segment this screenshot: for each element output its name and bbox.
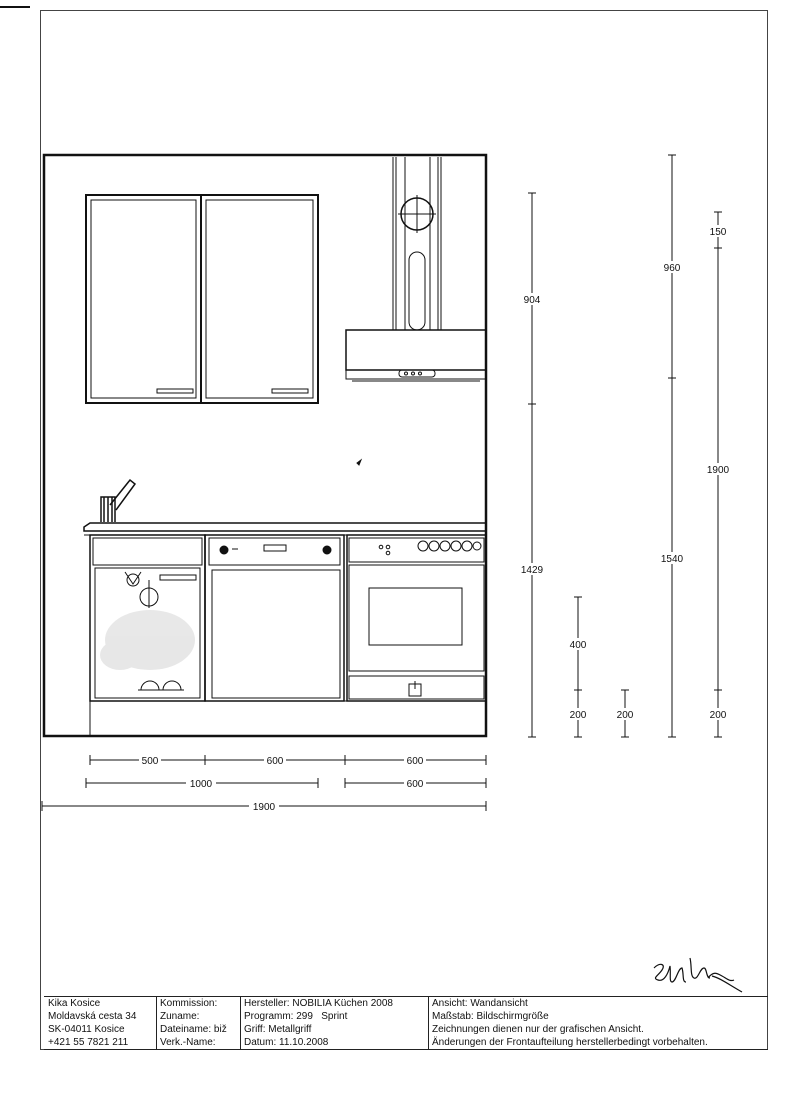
- dim-label-200-c: 200: [709, 710, 727, 721]
- seller-name-label: Verk.-Name:: [160, 1037, 216, 1048]
- title-block-row-3: [44, 1023, 768, 1036]
- dim-label-1900-width: 1900: [252, 802, 276, 813]
- cabinet-handle: [272, 389, 308, 393]
- upper-cabinet-right: [201, 195, 318, 403]
- program: Programm: 299 Sprint: [244, 1011, 348, 1022]
- title-block-bottom-line: [44, 1049, 768, 1050]
- sink-cabinet-shading: [100, 610, 195, 670]
- dim-label-600-c: 600: [406, 779, 424, 790]
- company-name: Kika Kosice: [48, 998, 101, 1009]
- title-block-row-2: [44, 1010, 768, 1023]
- dim-label-960: 960: [663, 263, 681, 274]
- scale: Maßstab: Bildschirmgröße: [432, 1011, 549, 1022]
- manufacturer: Hersteller: NOBILIA Küchen 2008: [244, 998, 393, 1009]
- dishwasher: [205, 535, 344, 701]
- company-phone: +421 55 7821 211: [48, 1037, 129, 1048]
- faucet: [101, 480, 135, 522]
- dim-label-600-b: 600: [406, 756, 424, 767]
- dim-label-1540: 1540: [660, 554, 684, 565]
- upper-cabinet-left: [86, 195, 201, 403]
- dim-label-904: 904: [523, 295, 541, 306]
- commission-label: Kommission:: [160, 998, 218, 1009]
- dim-label-1429: 1429: [520, 565, 544, 576]
- company-street: Moldavská cesta 34: [48, 1011, 137, 1022]
- dim-label-150: 150: [709, 227, 727, 238]
- signature: [654, 958, 742, 992]
- oven: [347, 535, 486, 701]
- change-note: Änderungen der Frontaufteilung herstellerbedingt vorbehalten.: [432, 1037, 708, 1048]
- dim-label-600-a: 600: [266, 756, 284, 767]
- dim-vertical-960-1540: [668, 155, 676, 737]
- dim-vertical-904-1429: [528, 193, 536, 737]
- dim-label-1900-height: 1900: [706, 465, 730, 476]
- title-block-row-4: [44, 1036, 768, 1049]
- title-block-row-1: [44, 997, 768, 1010]
- filename-label: Dateiname: biž: [160, 1024, 227, 1035]
- view-type: Ansicht: Wandansicht: [432, 998, 528, 1009]
- dim-label-200-b: 200: [616, 710, 634, 721]
- range-hood: [346, 157, 486, 381]
- wall-mark: [357, 460, 361, 465]
- dimension-labels: [139, 225, 732, 813]
- dim-label-500: 500: [141, 756, 159, 767]
- drawing-note: Zeichnungen dienen nur der grafischen Ansicht.: [432, 1024, 644, 1035]
- dim-label-200-a: 200: [569, 710, 587, 721]
- dim-label-400: 400: [569, 640, 587, 651]
- cabinet-handle: [157, 389, 193, 393]
- surname-label: Zuname:: [160, 1011, 200, 1022]
- countertop: [84, 523, 486, 535]
- company-city: SK-04011 Kosice: [48, 1024, 125, 1035]
- date: Datum: 11.10.2008: [244, 1037, 329, 1048]
- title-block: [44, 996, 768, 1050]
- dim-label-1000: 1000: [189, 779, 213, 790]
- handle-type: Griff: Metallgriff: [244, 1024, 312, 1035]
